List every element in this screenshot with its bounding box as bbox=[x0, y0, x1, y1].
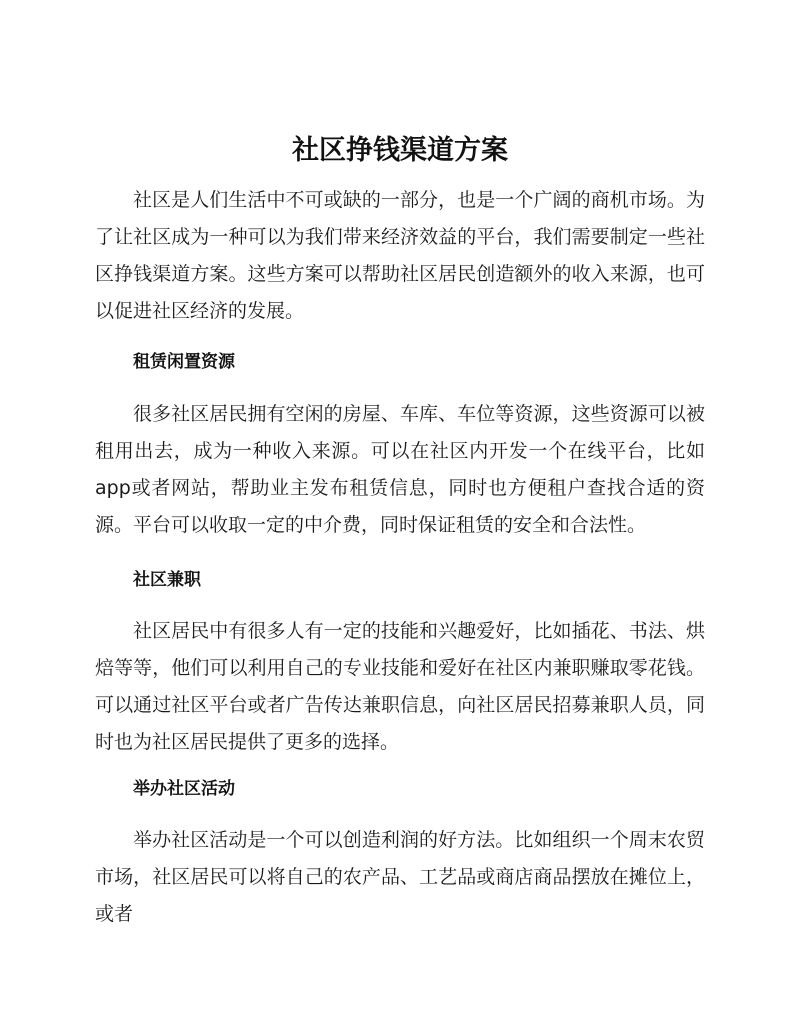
section-heading-community-part-time: 社区兼职 bbox=[133, 570, 201, 590]
intro-paragraph: 社区是人们生活中不可或缺的一部分，也是一个广阔的商机市场。为了让社区成为一种可以为我们带来经济效益的平台，我们需要制定一些社区挣钱渠道方案。这些方案可以帮助社区居民创造额外的收入来源，也可以促进社区经济的发展。 bbox=[95, 189, 705, 322]
document-title: 社区挣钱渠道方案 bbox=[292, 135, 508, 166]
section-heading-community-events: 举办社区活动 bbox=[133, 779, 235, 799]
section-paragraph-community-part-time: 社区居民中有很多人有一定的技能和兴趣爱好，比如插花、书法、烘焙等等，他们可以利用自己的专业技能和爱好在社区内兼职赚取零花钱。可以通过社区平台或者广告传达兼职信息，向社区居民招募兼职人员，同时也为社区居民提供了更多的选择。 bbox=[95, 620, 705, 753]
section-heading-rent-idle-resources: 租赁闲置资源 bbox=[133, 352, 235, 372]
section-paragraph-community-events: 举办社区活动是一个可以创造利润的好方法。比如组织一个周末农贸市场，社区居民可以将自己的农产品、工艺品或商店商品摆放在摊位上，或者 bbox=[95, 829, 705, 925]
section-paragraph-rent-idle-resources: 很多社区居民拥有空闲的房屋、车库、车位等资源，这些资源可以被租用出去，成为一种收入来源。可以在社区内开发一个在线平台，比如app或者网站，帮助业主发布租赁信息，同时也方便租户查找合适的资源。平台可以收取一定的中介费，同时保证租赁的安全和合法性。 bbox=[95, 403, 705, 536]
